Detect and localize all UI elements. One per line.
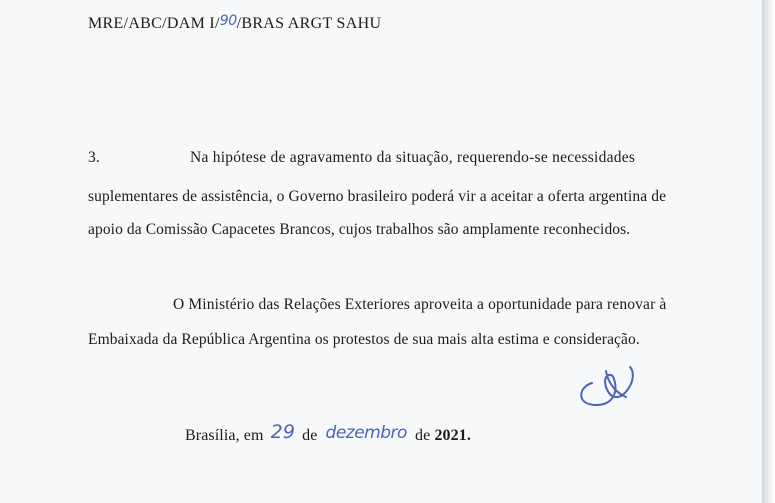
- date-line: [185, 423, 471, 445]
- reference-number-handwritten: 90: [219, 13, 237, 29]
- paragraph-3-line-3: apoio da Comissão Capacetes Brancos, cujos trabalhos são amplamente reconhecidos.: [88, 221, 631, 238]
- paragraph-3-line-1: Na hipótese de agravamento da situação, requerendo-se necessidades: [190, 149, 636, 166]
- signature: [572, 353, 644, 407]
- closing-line-2: Embaixada da República Argentina os protestos de sua mais alta estima e consideração.: [88, 331, 640, 348]
- date-de-1: de: [302, 427, 318, 444]
- closing-line-1: O Ministério das Relações Exteriores aproveita a oportunidade para renovar à: [173, 296, 667, 313]
- date-month-handwritten: dezembro: [325, 423, 407, 443]
- date-day-handwritten: 29: [270, 421, 296, 443]
- page-edge-shadow: [762, 0, 775, 503]
- reference-prefix: MRE/ABC/DAM I/: [88, 15, 220, 32]
- reference-suffix: /BRAS ARGT SAHU: [236, 15, 382, 32]
- date-prefix: Brasília, em: [185, 427, 264, 444]
- document-reference: [88, 15, 381, 33]
- paragraph-3-line-2: suplementares de assistência, o Governo brasileiro poderá vir a aceitar a oferta argentina de: [88, 188, 667, 205]
- date-de-2: de: [415, 427, 431, 444]
- paragraph-number: 3.: [88, 149, 100, 166]
- date-year: 2021.: [434, 427, 471, 444]
